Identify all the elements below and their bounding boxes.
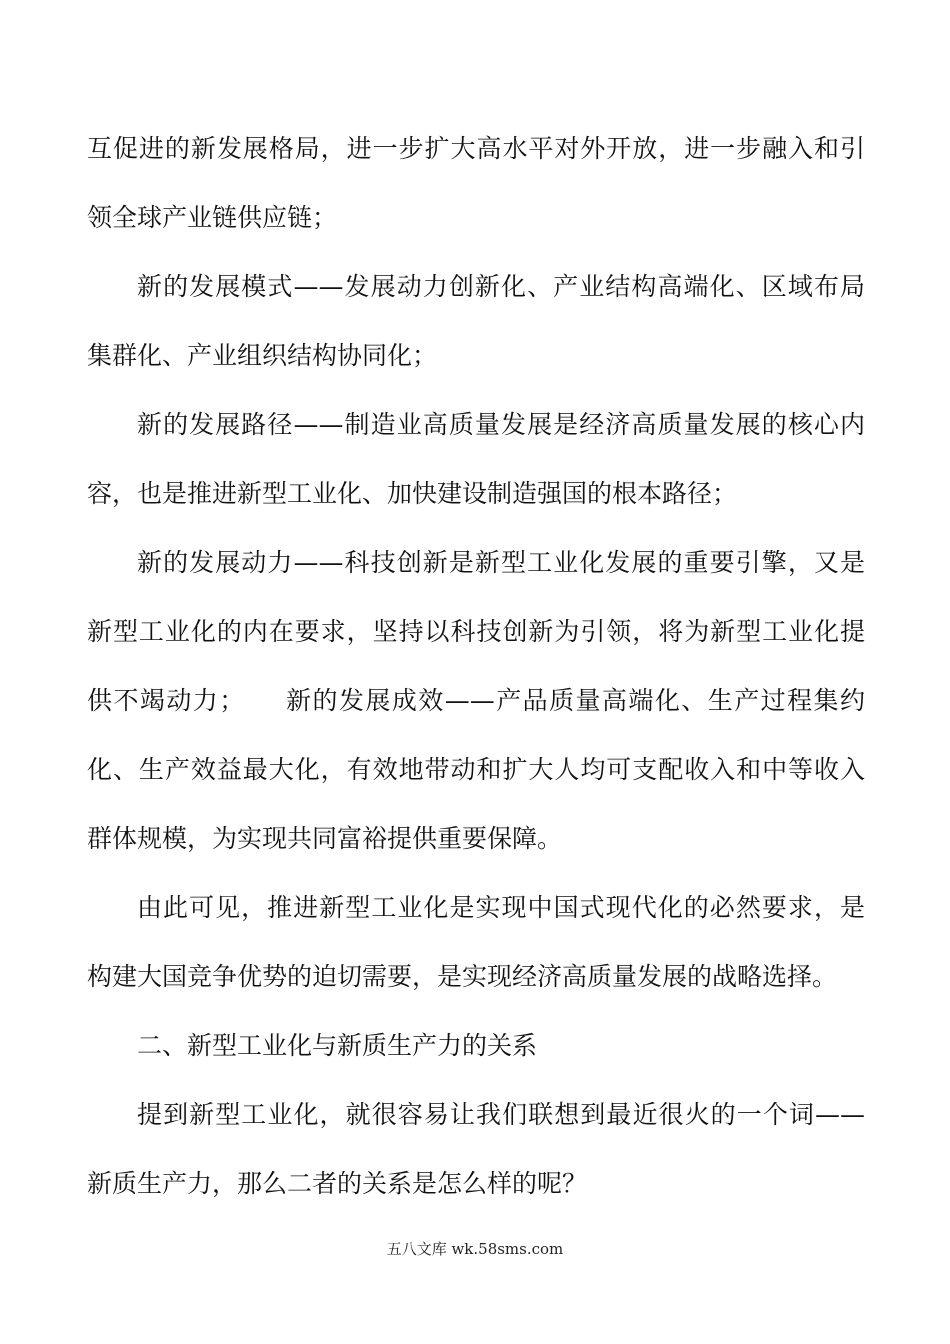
text-line: 供不竭动力； 新的发展成效——产品质量高端化、生产过程集约 (87, 686, 865, 715)
text-line: 互促进的新发展格局，进一步扩大高水平对外开放，进一步融入和引 (87, 134, 865, 163)
document-body (87, 114, 865, 1218)
text-line: 新的发展动力——科技创新是新型工业化发展的重要引擎，又是 (137, 548, 865, 577)
text-line: 构建大国竞争优势的迫切需要，是实现经济高质量发展的战略选择。 (87, 962, 838, 991)
text-line: 群体规模，为实现共同富裕提供重要保障。 (87, 824, 563, 853)
text-line: 新质生产力，那么二者的关系是怎么样的呢？ (87, 1169, 588, 1198)
text-line: 化、生产效益最大化，有效地带动和扩大人均可支配收入和中等收入 (87, 755, 865, 784)
text-line: 由此可见，推进新型工业化是实现中国式现代化的必然要求，是 (137, 893, 865, 922)
text-line: 领全球产业链供应链； (87, 203, 338, 232)
page-footer: 五八文库 wk.58sms.com (386, 1240, 564, 1258)
text-line: 新型工业化的内在要求，坚持以科技创新为引领，将为新型工业化提 (87, 617, 865, 646)
text-line: 容，也是推进新型工业化、加快建设制造强国的根本路径； (87, 479, 738, 508)
section-heading: 二、新型工业化与新质生产力的关系 (137, 1031, 538, 1060)
text-line: 集群化、产业组织结构协同化； (87, 341, 438, 370)
text-line: 新的发展模式——发展动力创新化、产业结构高端化、区域布局 (137, 272, 865, 301)
text-line: 新的发展路径——制造业高质量发展是经济高质量发展的核心内 (137, 410, 865, 439)
text-line: 提到新型工业化，就很容易让我们联想到最近很火的一个词—— (137, 1100, 865, 1129)
